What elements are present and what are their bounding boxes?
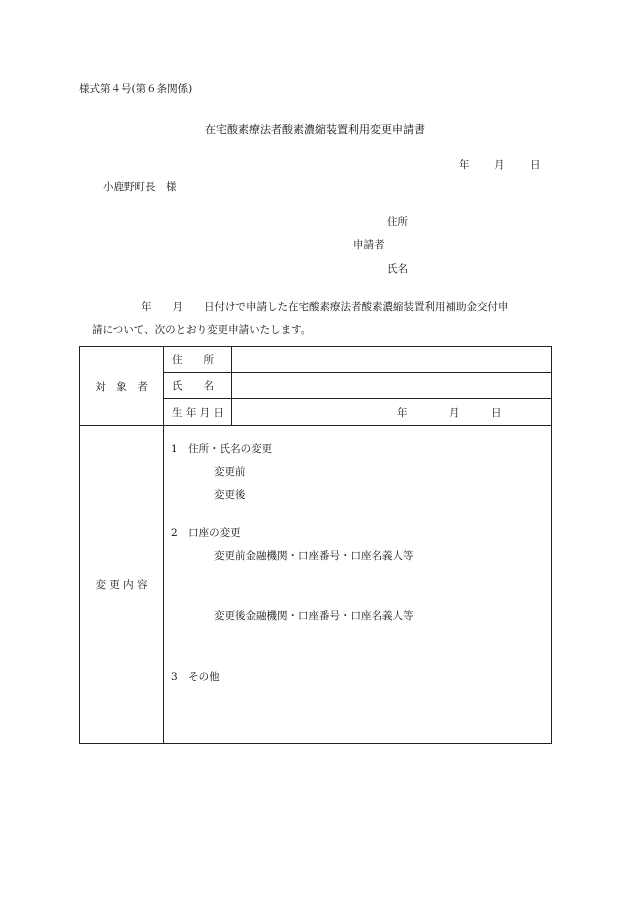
addressee: 小鹿野町長 様 [103,181,177,193]
subject-label: 対 象 者 [95,380,148,393]
form-number: 様式第４号(第６条関係) [79,83,193,95]
change-item-1: 1 住所・氏名の変更 [171,443,273,455]
address-label-cell [164,347,232,373]
address-label: 住 所 [172,354,214,366]
change-item-1-after: 変更後 [214,489,246,501]
document-title: 在宅酸素療法者酸素濃縮装置利用変更申請書 [205,123,425,136]
birthdate-label-cell [164,399,232,426]
birth-month-label: 月 [449,407,460,419]
changes-label-cell [80,426,164,744]
applicant-address-label: 住所 [387,216,408,228]
change-item-2: 2 口座の変更 [171,527,241,539]
applicant-label: 申請者 [353,239,385,251]
birth-day-label: 日 [491,407,502,419]
address-value-cell[interactable] [232,347,552,373]
birthdate-label: 生 年 月 日 [172,406,225,419]
change-item-2-before: 変更前金融機関・口座番号・口座名義人等 [214,550,414,562]
body-text-line-2: 請について、次のとおり変更申請いたします。 [92,324,312,336]
changes-content-cell[interactable] [164,426,552,744]
change-item-1-before: 変更前 [214,466,246,478]
name-value-cell[interactable] [232,373,552,399]
birthdate-value-cell[interactable] [232,399,552,426]
applicant-name-label: 氏名 [387,263,408,275]
change-item-2-after: 変更後金融機関・口座番号・口座名義人等 [214,610,414,622]
change-item-3: 3 その他 [171,671,220,683]
name-label-cell [164,373,232,399]
subject-label-cell [80,347,164,426]
date-year-label: 年 [459,159,470,171]
date-day-label: 日 [530,159,541,171]
birth-year-label: 年 [397,407,408,419]
changes-label: 変 更 内 容 [95,579,148,591]
name-label: 氏 名 [172,380,214,392]
change-details-table [79,346,552,744]
date-month-label: 月 [494,159,505,171]
body-text-line-1: 年 月 日付けで申請した在宅酸素療法者酸素濃縮装置利用補助金交付申 [141,301,509,313]
